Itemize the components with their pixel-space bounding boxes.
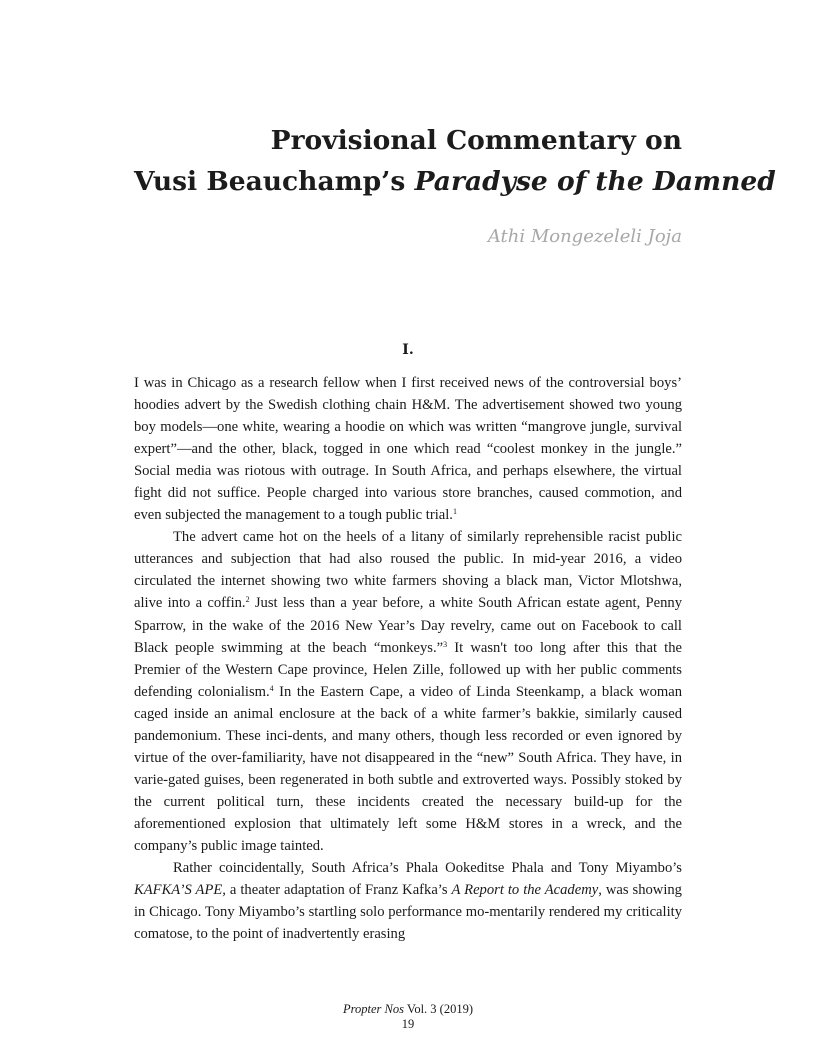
footnote-ref-2: 2 — [245, 595, 250, 605]
journal-name: Propter Nos — [343, 1002, 404, 1016]
paragraph-3 — [134, 857, 682, 945]
title-prefix: Vusi Beauchamp’s — [134, 166, 415, 197]
paragraph-1 — [134, 372, 682, 526]
paragraph-3-text-a: Rather coincidentally, South Africa’s Phala Ookeditse Phala and Tony Miyambo’s — [173, 860, 682, 877]
page-footer — [0, 1002, 816, 1032]
title-work-name: Paradyse of the Damned — [414, 166, 776, 197]
paragraph-2-text-a: The advert came hot on the heels of a litany of similarly reprehensible racist public utterances and subjection that had also roused the public. In mid-year 2016, a video circulated the internet showing two white farmers shoving a black man, Victor Mlotshwa, alive into a coffin. — [134, 529, 682, 612]
play-title: KAFKA’S APE, — [134, 882, 226, 899]
article-title-line-2 — [134, 166, 776, 197]
paragraph-2-text-d: In the Eastern Cape, a video of Linda Steenkamp, a black woman caged inside an animal enclosure at the back of a white farmer’s bakkie, similarly caused pandemonium. These inci-dents, and many others, though less recorded or even ignored by virtue of the over-familiarity, have not disappeared in the “new” South Africa. They have, in varie-gated guises, been regenerated in both subtle and extroverted ways. Possibly stoked by the current political turn, these incidents created the necessary build-up for the aforementioned explosion that ultimately left some H&M stores in a wreck, and the company’s public image tainted. — [134, 683, 683, 854]
paragraph-2-text-b: Just less than a year before, a white South African estate agent, Penny Sparrow, in the wake of the 2016 New Year’s Day revelry, came out on Facebook to call Black people swimming at the beach “monkeys.” — [134, 595, 683, 656]
article-body — [134, 372, 682, 945]
paragraph-3-text-b: a theater adaptation of Franz Kafka’s — [225, 882, 452, 899]
book-title: A Report to the Academy — [451, 882, 599, 899]
journal-volume: Vol. 3 (2019) — [404, 1002, 473, 1016]
paragraph-1-text: I was in Chicago as a research fellow when I first received news of the controversial boys’ hoodies advert by the Swedish clothing chain H&M. The advertisement showed two young boy models—one white, wearing a hoodie on which was written “mangrove jungle, survival expert”—and the other, black, togged in one which read “coolest monkey in the jungle.” Social media was riotous with outrage. In South Africa, and perhaps elsewhere, the virtual fight did not suffice. People charged into various store branches, caused commotion, and even subjected the management to a tough public trial. — [134, 375, 682, 524]
article-title-line-1: Provisional Commentary on — [270, 125, 682, 156]
footnote-ref-4: 4 — [269, 683, 274, 693]
paragraph-2-text-c: It wasn't too long after this that the Premier of the Western Cape province, Helen Zille, followed up with her public comments defending colonialism. — [134, 639, 682, 700]
footnote-ref-1: 1 — [452, 507, 457, 517]
footnote-ref-3: 3 — [443, 639, 448, 649]
section-heading: I. — [402, 342, 414, 358]
paragraph-3-text-c: , was showing in Chicago. Tony Miyambo’s startling solo performance mo-mentarily rendered my criticality comatose, to the point of inadvertently erasing — [134, 882, 682, 943]
page-number: 19 — [401, 1017, 415, 1031]
author-name: Athi Mongezeleli Joja — [487, 226, 682, 247]
journal-citation — [0, 1002, 816, 1017]
paragraph-2 — [134, 526, 682, 857]
